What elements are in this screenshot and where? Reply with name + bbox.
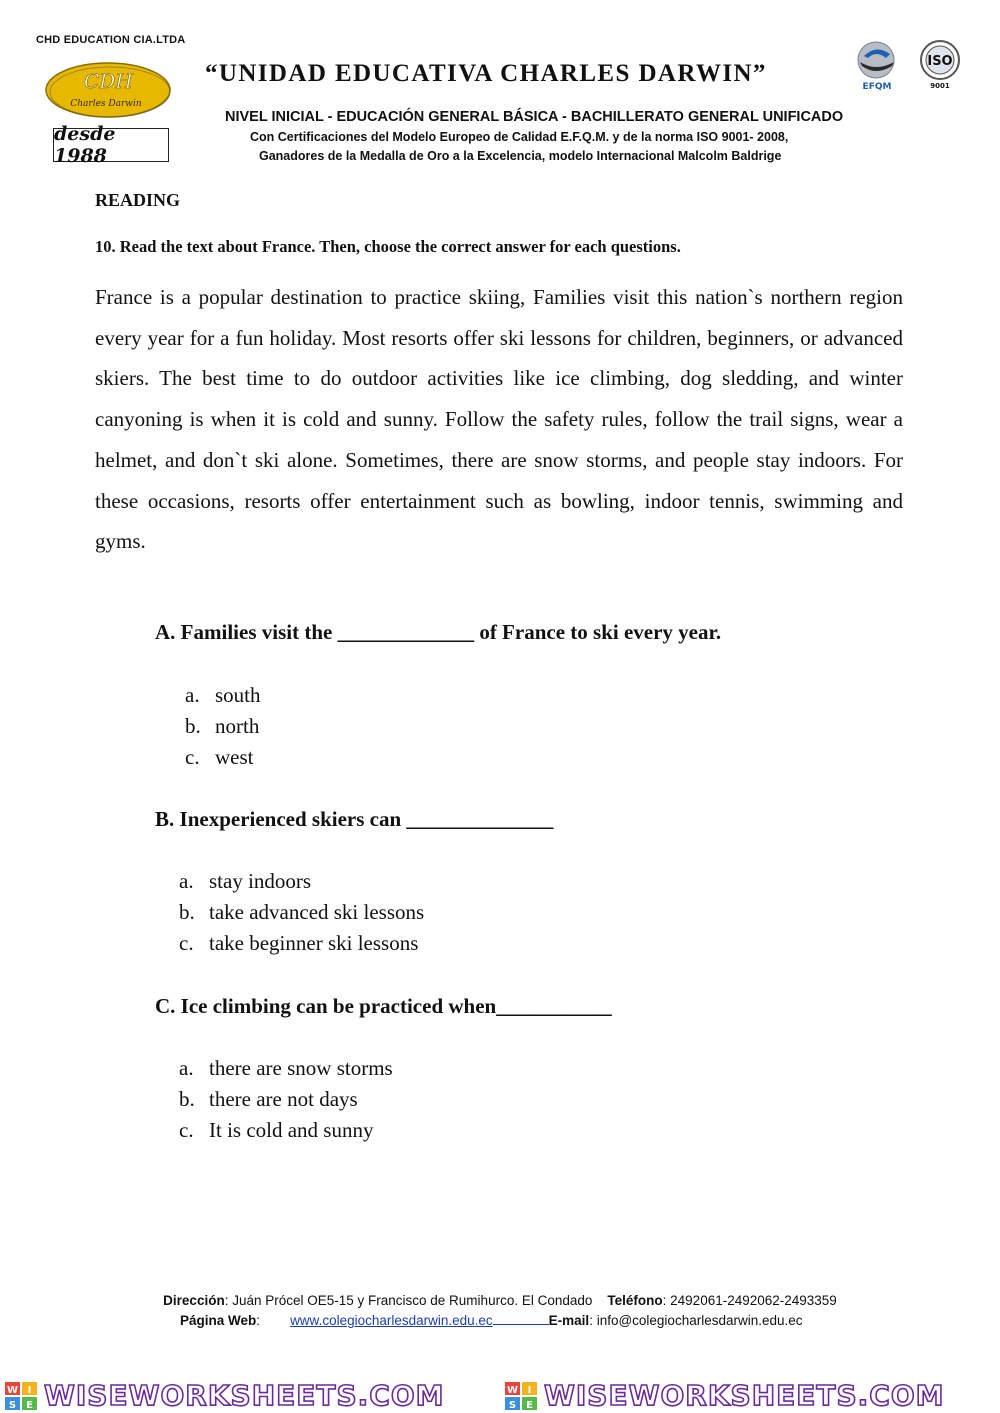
section-title: READING bbox=[95, 190, 181, 210]
question-c-options bbox=[179, 1053, 393, 1146]
option-letter: c. bbox=[179, 1118, 194, 1142]
option-letter: a. bbox=[179, 1056, 194, 1080]
option-text: It is cold and sunny bbox=[209, 1118, 374, 1142]
option-text: take beginner ski lessons bbox=[209, 931, 419, 955]
watermark-text: WISEWORKSHEETS.COM bbox=[544, 1379, 945, 1412]
question-a bbox=[155, 620, 721, 645]
option-b[interactable] bbox=[185, 711, 261, 742]
efqm-label: EFQM bbox=[862, 82, 892, 92]
since-badge bbox=[53, 123, 169, 167]
svg-text:W: W bbox=[506, 1384, 519, 1396]
option-text: north bbox=[215, 714, 260, 738]
watermark-2 bbox=[500, 1379, 1000, 1412]
logo-text: Charles Darwin bbox=[70, 99, 142, 109]
svg-text:W: W bbox=[6, 1384, 19, 1396]
web-separator: : bbox=[256, 1313, 261, 1328]
footer-web-line bbox=[180, 1313, 803, 1328]
watermark-text: WISEWORKSHEETS.COM bbox=[44, 1379, 445, 1412]
option-text: there are snow storms bbox=[209, 1056, 393, 1080]
question-label: C. bbox=[155, 994, 176, 1018]
email-label: E-mail bbox=[548, 1313, 590, 1328]
option-text: west bbox=[215, 745, 254, 769]
question-text: Inexperienced skiers can ______________ bbox=[179, 807, 554, 831]
option-b[interactable] bbox=[179, 897, 424, 928]
worksheets-logo-icon bbox=[4, 1381, 38, 1411]
question-label: B. bbox=[155, 807, 175, 831]
svg-text:E: E bbox=[526, 1399, 533, 1411]
school-name: “UNIDAD EDUCATIVA CHARLES DARWIN” bbox=[205, 60, 767, 87]
iso-number: 9001 bbox=[930, 82, 950, 90]
option-letter: b. bbox=[179, 900, 195, 924]
footer-address-line bbox=[0, 1293, 1000, 1308]
option-text: south bbox=[215, 683, 261, 707]
reading-passage: France is a popular destination to practice skiing, Families visit this nation`s northern region every year for a fun holiday. Most resorts offer ski lessons for children, beginners, or advanced skiers. The best time to do outdoor activities like ice climbing, dog sledding, and winter canyoning is when it is cold and sunny. Follow the safety rules, follow the trail signs, wear a helmet, and don`t ski alone. Sometimes, there are snow storms, and people stay indoors. For these occasions, resorts offer entertainment such as bowling, indoor tennis, swimming and gyms. bbox=[95, 285, 903, 554]
question-text: Families visit the _____________ of France to ski every year. bbox=[180, 620, 722, 644]
efqm-logo bbox=[846, 38, 908, 92]
question-a-options bbox=[185, 680, 261, 773]
svg-text:I: I bbox=[527, 1384, 532, 1396]
option-letter: c. bbox=[179, 931, 194, 955]
svg-text:E: E bbox=[26, 1399, 33, 1411]
option-letter: a. bbox=[185, 683, 200, 707]
phone-label: Teléfono bbox=[607, 1293, 663, 1308]
svg-text:I: I bbox=[27, 1384, 32, 1396]
address-value: : Juán Prócel OE5-15 y Francisco de Rumihurco. El Condado bbox=[224, 1293, 593, 1308]
option-c[interactable] bbox=[179, 1115, 393, 1146]
option-a[interactable] bbox=[179, 1053, 393, 1084]
option-c[interactable] bbox=[179, 928, 424, 959]
question-text: Ice climbing can be practiced when___________ bbox=[180, 994, 612, 1018]
certifications-line-1: Con Certificaciones del Modelo Europeo de Calidad E.F.Q.M. y de la norma ISO 9001- 2008, bbox=[250, 130, 789, 144]
since-text: desde 1988 bbox=[54, 123, 116, 167]
watermark-1 bbox=[0, 1379, 500, 1412]
certifications-line-2: Ganadores de la Medalla de Oro a la Excelencia, modelo Internacional Malcolm Baldrige bbox=[259, 149, 782, 163]
option-text: take advanced ski lessons bbox=[209, 900, 425, 924]
logo-monogram: CDH bbox=[84, 69, 133, 93]
iso-label: ISO bbox=[927, 54, 953, 69]
company-name: CHD EDUCATION CIA.LTDA bbox=[36, 34, 186, 46]
watermark-banner bbox=[0, 1378, 1000, 1413]
education-levels: NIVEL INICIAL - EDUCACIÓN GENERAL BÁSICA - BACHILLERATO GENERAL UNIFICADO bbox=[225, 109, 844, 125]
option-letter: b. bbox=[185, 714, 201, 738]
option-text: stay indoors bbox=[209, 869, 312, 893]
school-logo bbox=[44, 60, 174, 120]
iso-logo bbox=[918, 38, 962, 90]
option-letter: b. bbox=[179, 1087, 195, 1111]
svg-text:S: S bbox=[508, 1399, 517, 1411]
website-link[interactable]: www.colegiocharlesdarwin.edu.ec bbox=[290, 1313, 493, 1328]
option-letter: a. bbox=[179, 869, 194, 893]
option-c[interactable] bbox=[185, 742, 261, 773]
phone-value: : 2492061-2492062-2493359 bbox=[662, 1293, 837, 1308]
address-label: Dirección bbox=[163, 1293, 225, 1308]
option-a[interactable] bbox=[185, 680, 261, 711]
instruction: 10. Read the text about France. Then, choose the correct answer for each questions. bbox=[95, 237, 681, 256]
question-b-options bbox=[179, 866, 424, 959]
option-text: there are not days bbox=[209, 1087, 358, 1111]
svg-text:S: S bbox=[8, 1399, 17, 1411]
question-c bbox=[155, 994, 612, 1019]
question-b bbox=[155, 807, 553, 832]
question-label: A. bbox=[155, 620, 176, 644]
web-label: Página Web bbox=[180, 1313, 257, 1328]
email-value: : info@colegiocharlesdarwin.edu.ec bbox=[589, 1313, 803, 1328]
option-a[interactable] bbox=[179, 866, 424, 897]
option-b[interactable] bbox=[179, 1084, 393, 1115]
worksheets-logo-icon bbox=[504, 1381, 538, 1411]
option-letter: c. bbox=[185, 745, 200, 769]
